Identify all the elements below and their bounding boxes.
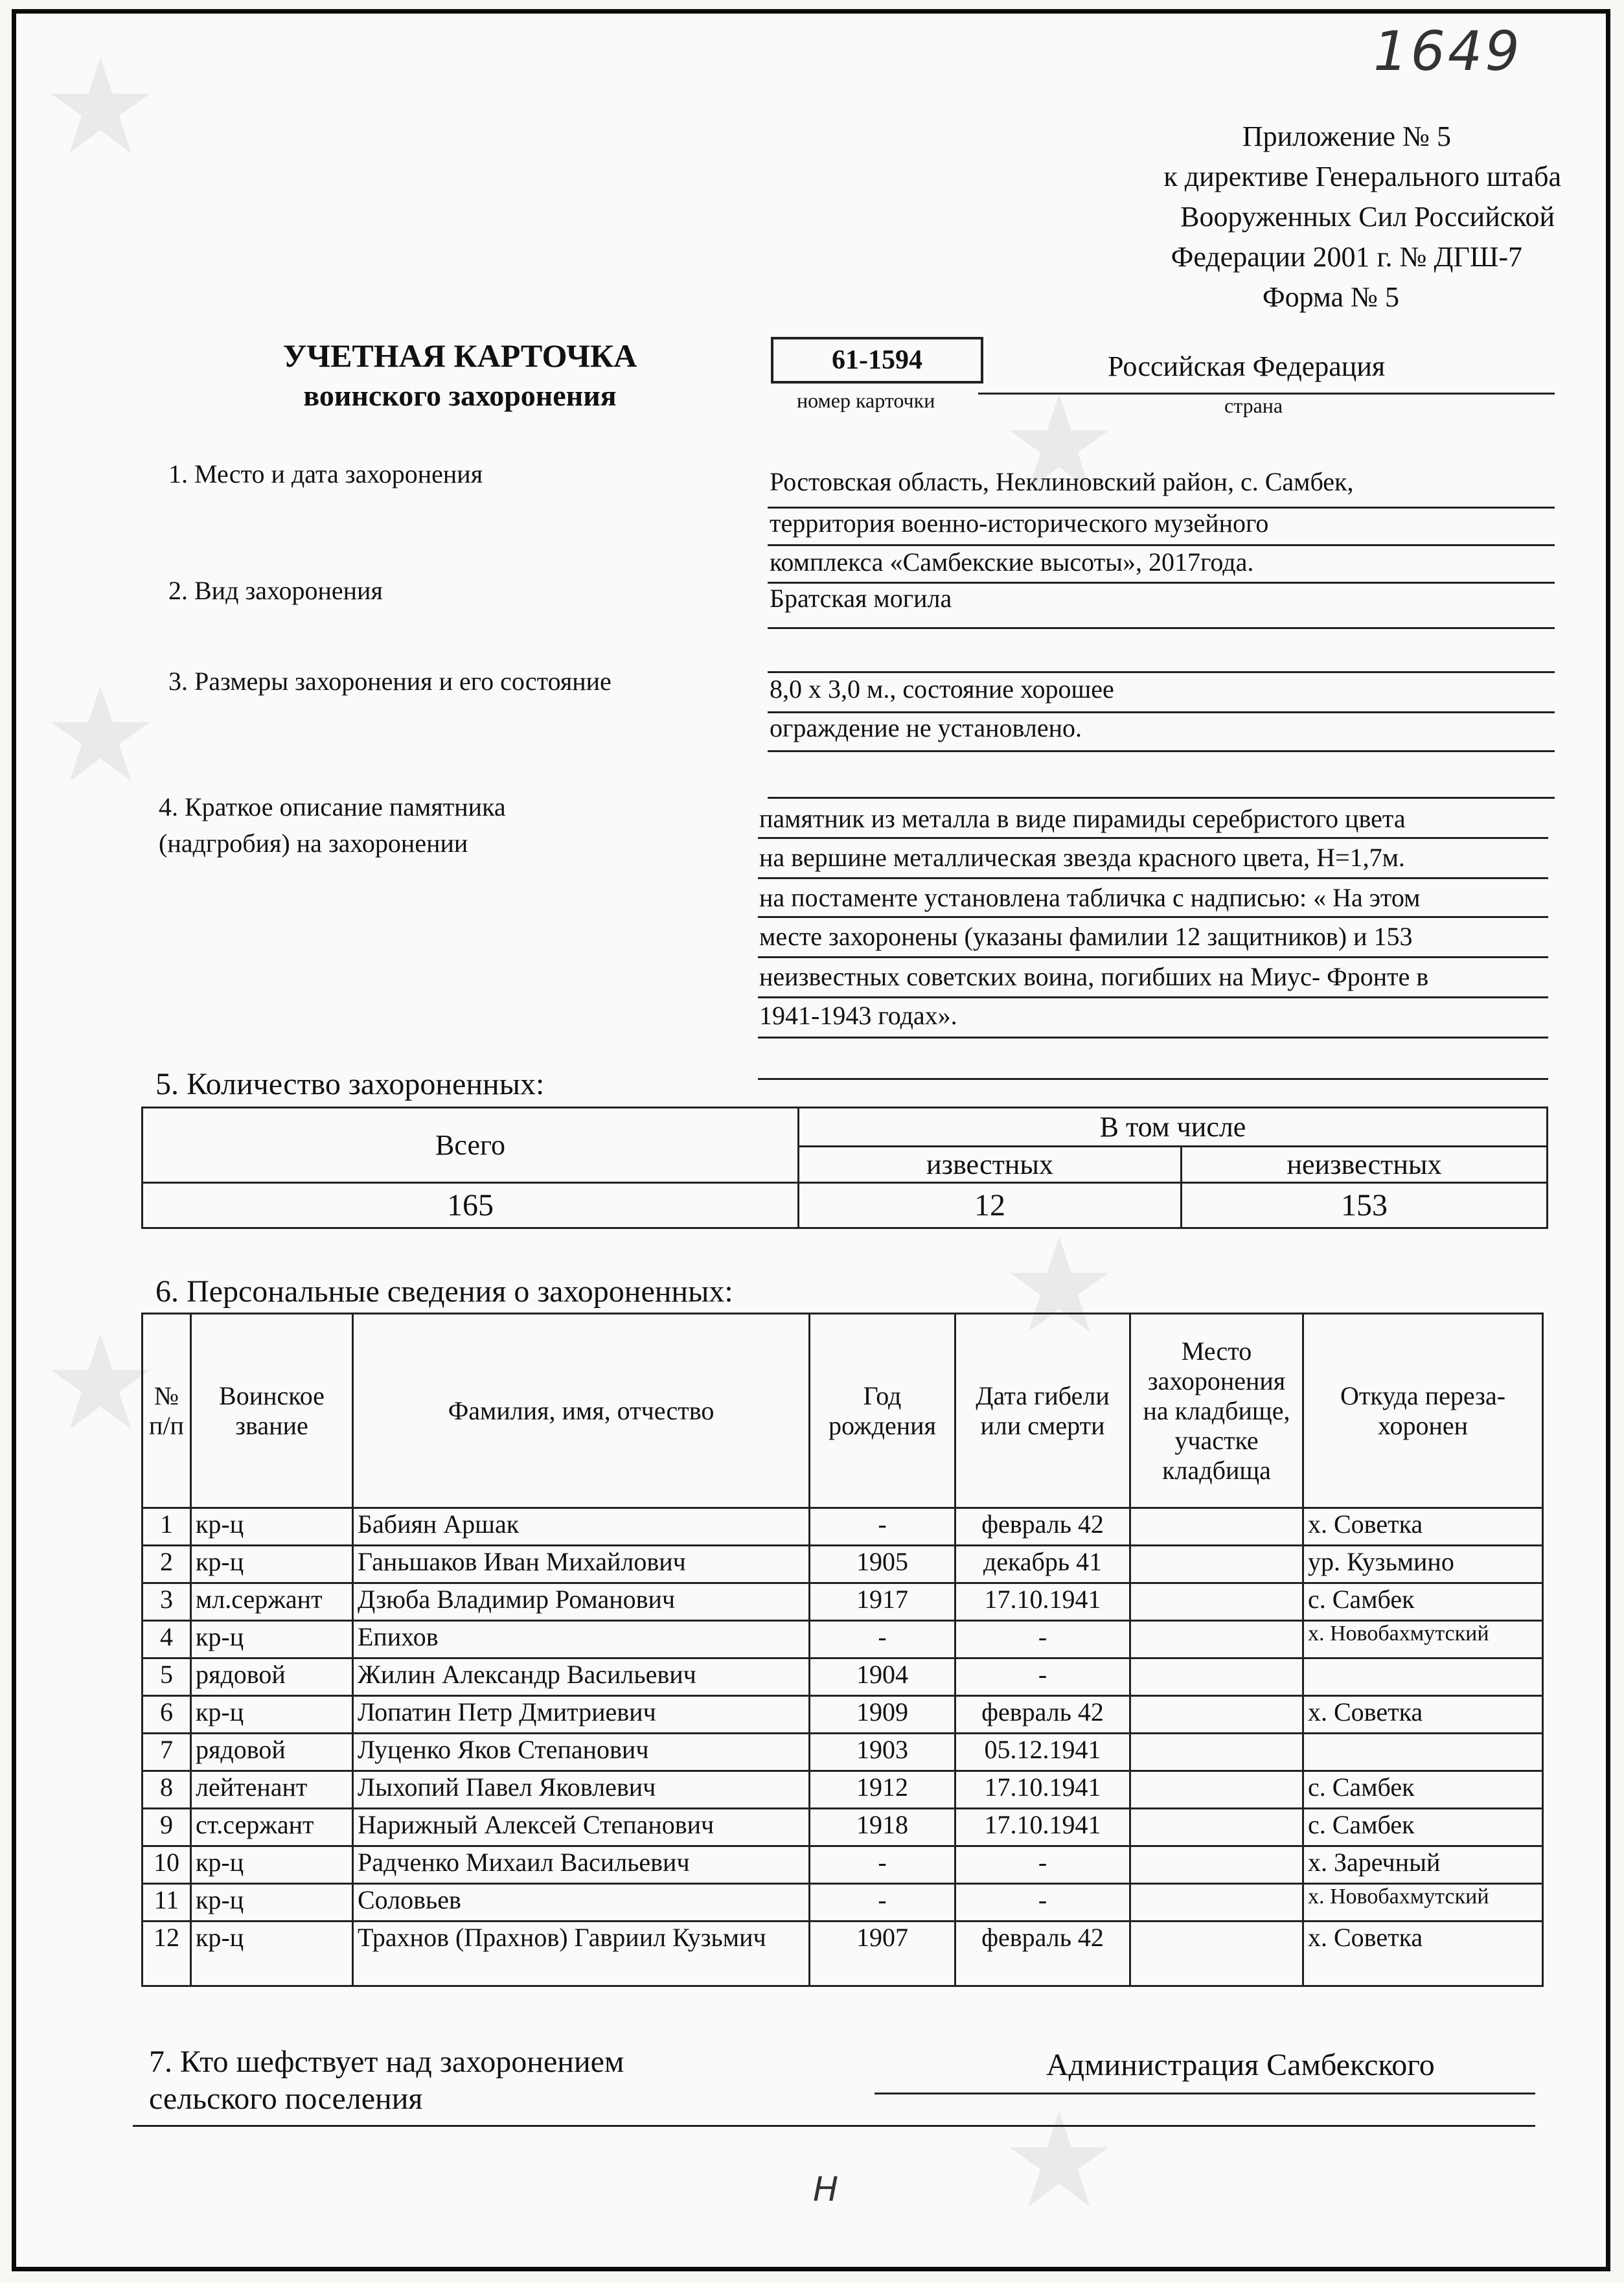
row-burial-place xyxy=(1130,1734,1303,1771)
section1-label: 1. Место и дата захоронения xyxy=(168,459,483,488)
table-row xyxy=(143,1771,1543,1809)
watermark-star-icon xyxy=(1004,2105,1114,2216)
fill-line xyxy=(768,750,1555,752)
row-rank: кр-ц xyxy=(191,1508,353,1546)
row-rank: кр-ц xyxy=(191,1846,353,1884)
row-birth-year: - xyxy=(810,1621,955,1658)
header-birth: Год рождения xyxy=(810,1314,955,1508)
fill-line xyxy=(758,1078,1548,1080)
header-place: Место захоронения на кладбище, участке кладбища xyxy=(1130,1314,1303,1508)
section2-value: Братская могила xyxy=(770,584,952,613)
row-burial-place xyxy=(1130,1696,1303,1734)
appendix-line: Приложение № 5 xyxy=(1242,120,1451,152)
section5-label: 5. Количество захороненных: xyxy=(155,1067,545,1101)
table-row xyxy=(143,1621,1543,1658)
row-number: 12 xyxy=(143,1922,191,1986)
row-burial-place xyxy=(1130,1583,1303,1621)
row-reburied-from: х. Советка xyxy=(1303,1696,1543,1734)
row-burial-place xyxy=(1130,1846,1303,1884)
row-birth-year: - xyxy=(810,1884,955,1922)
section3-line: ограждение не установлено. xyxy=(770,713,1082,742)
table-body xyxy=(143,1508,1543,1986)
section4-line: на вершине металлическая звезда красного цвета, Н=1,7м. xyxy=(759,843,1405,872)
section1-line: комплекса «Самбекские высоты», 2017года. xyxy=(770,547,1254,577)
fill-line xyxy=(758,956,1548,958)
section4-line: памятник из металла в виде пирамиды серебристого цвета xyxy=(759,804,1406,833)
fill-line xyxy=(758,996,1548,998)
section4-line: неизвестных советских воина, погибших на Миус- Фронте в xyxy=(759,962,1429,991)
row-death-date: 17.10.1941 xyxy=(955,1809,1130,1846)
table-row xyxy=(143,1583,1543,1621)
row-name: Епихов xyxy=(353,1621,810,1658)
row-number: 1 xyxy=(143,1508,191,1546)
table-row xyxy=(143,1658,1543,1696)
row-death-date: - xyxy=(955,1884,1130,1922)
row-number: 10 xyxy=(143,1846,191,1884)
row-burial-place xyxy=(1130,1771,1303,1809)
row-reburied-from: х. Новобахмутский xyxy=(1303,1621,1543,1658)
row-burial-place xyxy=(1130,1621,1303,1658)
row-name: Луценко Яков Степанович xyxy=(353,1734,810,1771)
header-known: известных xyxy=(799,1147,1182,1183)
table-row xyxy=(143,1846,1543,1884)
row-death-date: - xyxy=(955,1658,1130,1696)
row-name: Жилин Александр Васильевич xyxy=(353,1658,810,1696)
title-line1: УЧЕТНАЯ КАРТОЧКА xyxy=(282,338,637,374)
header-from: Откуда переза-хоронен xyxy=(1303,1314,1543,1508)
title-line2: воинского захоронения xyxy=(303,379,617,412)
header-death: Дата гибели или смерти xyxy=(955,1314,1130,1508)
appendix-line: Форма № 5 xyxy=(1262,281,1399,313)
row-rank: кр-ц xyxy=(191,1922,353,1986)
row-death-date: 17.10.1941 xyxy=(955,1583,1130,1621)
row-death-date: - xyxy=(955,1621,1130,1658)
row-rank: рядовой xyxy=(191,1734,353,1771)
handwritten-mark: Н xyxy=(813,2170,839,2209)
row-reburied-from: с. Самбек xyxy=(1303,1809,1543,1846)
row-rank: кр-ц xyxy=(191,1696,353,1734)
row-birth-year: 1909 xyxy=(810,1696,955,1734)
row-reburied-from: с. Самбек xyxy=(1303,1583,1543,1621)
count-unknown: 153 xyxy=(1182,1183,1548,1228)
row-reburied-from: ур. Кузьмино xyxy=(1303,1546,1543,1583)
row-name: Радченко Михаил Васильевич xyxy=(353,1846,810,1884)
burial-count-table xyxy=(141,1107,1548,1229)
row-death-date: февраль 42 xyxy=(955,1696,1130,1734)
row-burial-place xyxy=(1130,1658,1303,1696)
row-birth-year: 1904 xyxy=(810,1658,955,1696)
row-name: Дзюба Владимир Романович xyxy=(353,1583,810,1621)
row-birth-year: 1903 xyxy=(810,1734,955,1771)
fill-line xyxy=(133,2125,1535,2127)
section3-line: 8,0 х 3,0 м., состояние хорошее xyxy=(770,674,1114,704)
row-reburied-from: х. Заречный xyxy=(1303,1846,1543,1884)
card-number-caption: номер карточки xyxy=(797,389,935,412)
row-number: 11 xyxy=(143,1884,191,1922)
fill-line xyxy=(758,916,1548,918)
table-row xyxy=(143,1508,1543,1546)
count-known: 12 xyxy=(799,1183,1182,1228)
header-num: № п/п xyxy=(143,1314,191,1508)
fill-line xyxy=(758,1037,1548,1038)
row-name: Соловьев xyxy=(353,1884,810,1922)
row-death-date: 05.12.1941 xyxy=(955,1734,1130,1771)
count-total: 165 xyxy=(143,1183,799,1228)
row-birth-year: 1907 xyxy=(810,1922,955,1986)
row-number: 2 xyxy=(143,1546,191,1583)
section4-line: 1941-1943 годах». xyxy=(759,1001,957,1030)
row-birth-year: 1918 xyxy=(810,1809,955,1846)
row-number: 8 xyxy=(143,1771,191,1809)
row-rank: кр-ц xyxy=(191,1621,353,1658)
appendix-line: Вооруженных Сил Российской xyxy=(1180,201,1555,233)
row-name: Нарижный Алексей Степанович xyxy=(353,1809,810,1846)
table-row xyxy=(143,1884,1543,1922)
row-rank: кр-ц xyxy=(191,1546,353,1583)
row-rank: лейтенант xyxy=(191,1771,353,1809)
section7-value: Администрация Самбекского xyxy=(1046,2048,1435,2082)
table-row xyxy=(143,1809,1543,1846)
section1-line: Ростовская область, Неклиновский район, с. Самбек, xyxy=(770,467,1354,496)
section7-value-cont: сельского поселения xyxy=(149,2082,423,2116)
card-number-box: 61-1594 xyxy=(771,337,983,384)
row-death-date: февраль 42 xyxy=(955,1508,1130,1546)
fill-line xyxy=(768,627,1555,629)
section4-line: месте захоронены (указаны фамилии 12 защитников) и 153 xyxy=(759,922,1413,951)
row-burial-place xyxy=(1130,1884,1303,1922)
card-title xyxy=(214,337,706,413)
row-birth-year: - xyxy=(810,1508,955,1546)
section1-line: территория военно-исторического музейного xyxy=(770,509,1269,538)
row-rank: ст.сержант xyxy=(191,1809,353,1846)
fill-line xyxy=(758,877,1548,879)
fill-line xyxy=(768,797,1555,799)
table-row xyxy=(143,1922,1543,1986)
row-death-date: февраль 42 xyxy=(955,1922,1130,1986)
section4-label-line: 4. Краткое описание памятника xyxy=(159,792,506,821)
section4-line: на постаменте установлена табличка с надписью: « На этом xyxy=(759,883,1421,912)
handwritten-number: 1649 xyxy=(1373,19,1522,83)
row-reburied-from xyxy=(1303,1734,1543,1771)
header-rank: Воинское звание xyxy=(191,1314,353,1508)
row-name: Лопатин Петр Дмитриевич xyxy=(353,1696,810,1734)
section6-label: 6. Персональные сведения о захороненных: xyxy=(155,1274,733,1309)
row-death-date: - xyxy=(955,1846,1130,1884)
section2-label: 2. Вид захоронения xyxy=(168,576,383,605)
table-row xyxy=(143,1696,1543,1734)
watermark-star-icon xyxy=(45,680,155,790)
table-row xyxy=(143,1734,1543,1771)
row-reburied-from: х. Новобахмутский xyxy=(1303,1884,1543,1922)
fill-line xyxy=(768,544,1555,546)
header-unknown: неизвестных xyxy=(1182,1147,1548,1183)
header-name: Фамилия, имя, отчество xyxy=(353,1314,810,1508)
table-row xyxy=(143,1546,1543,1583)
row-burial-place xyxy=(1130,1922,1303,1986)
section4-label-line: (надгробия) на захоронении xyxy=(159,829,468,858)
country-value: Российская Федерация xyxy=(1108,350,1386,382)
section4-label xyxy=(159,789,506,862)
personal-data-table xyxy=(141,1313,1544,1987)
row-reburied-from: х. Советка xyxy=(1303,1922,1543,1986)
appendix-line: к директиве Генерального штаба xyxy=(1163,161,1561,192)
row-number: 7 xyxy=(143,1734,191,1771)
section3-label: 3. Размеры захоронения и его состояние xyxy=(168,667,612,696)
row-name: Бабиян Аршак xyxy=(353,1508,810,1546)
row-number: 5 xyxy=(143,1658,191,1696)
row-reburied-from xyxy=(1303,1658,1543,1696)
header-including: В том числе xyxy=(799,1108,1548,1147)
watermark-star-icon xyxy=(45,52,155,162)
row-birth-year: 1912 xyxy=(810,1771,955,1809)
row-rank: кр-ц xyxy=(191,1884,353,1922)
row-number: 3 xyxy=(143,1583,191,1621)
appendix-line: Федерации 2001 г. № ДГШ-7 xyxy=(1171,241,1522,273)
row-rank: рядовой xyxy=(191,1658,353,1696)
row-birth-year: - xyxy=(810,1846,955,1884)
header-total: Всего xyxy=(143,1108,799,1183)
country-caption: страна xyxy=(1224,394,1283,417)
row-birth-year: 1917 xyxy=(810,1583,955,1621)
row-name: Ганьшаков Иван Михайлович xyxy=(353,1546,810,1583)
row-birth-year: 1905 xyxy=(810,1546,955,1583)
watermark-star-icon xyxy=(45,1328,155,1438)
row-burial-place xyxy=(1130,1508,1303,1546)
row-burial-place xyxy=(1130,1809,1303,1846)
row-burial-place xyxy=(1130,1546,1303,1583)
row-number: 9 xyxy=(143,1809,191,1846)
row-name: Трахнов (Прахнов) Гавриил Кузьмич xyxy=(353,1922,810,1986)
fill-line xyxy=(875,2093,1535,2094)
fill-line xyxy=(758,837,1548,839)
row-death-date: 17.10.1941 xyxy=(955,1771,1130,1809)
row-number: 6 xyxy=(143,1696,191,1734)
section7-label: 7. Кто шефствует над захоронением xyxy=(149,2045,624,2079)
row-reburied-from: с. Самбек xyxy=(1303,1771,1543,1809)
fill-line xyxy=(768,671,1555,673)
row-rank: мл.сержант xyxy=(191,1583,353,1621)
row-death-date: декабрь 41 xyxy=(955,1546,1130,1583)
row-number: 4 xyxy=(143,1621,191,1658)
row-name: Лыхопий Павел Яковлевич xyxy=(353,1771,810,1809)
row-reburied-from: х. Советка xyxy=(1303,1508,1543,1546)
appendix-block xyxy=(1011,117,1561,317)
